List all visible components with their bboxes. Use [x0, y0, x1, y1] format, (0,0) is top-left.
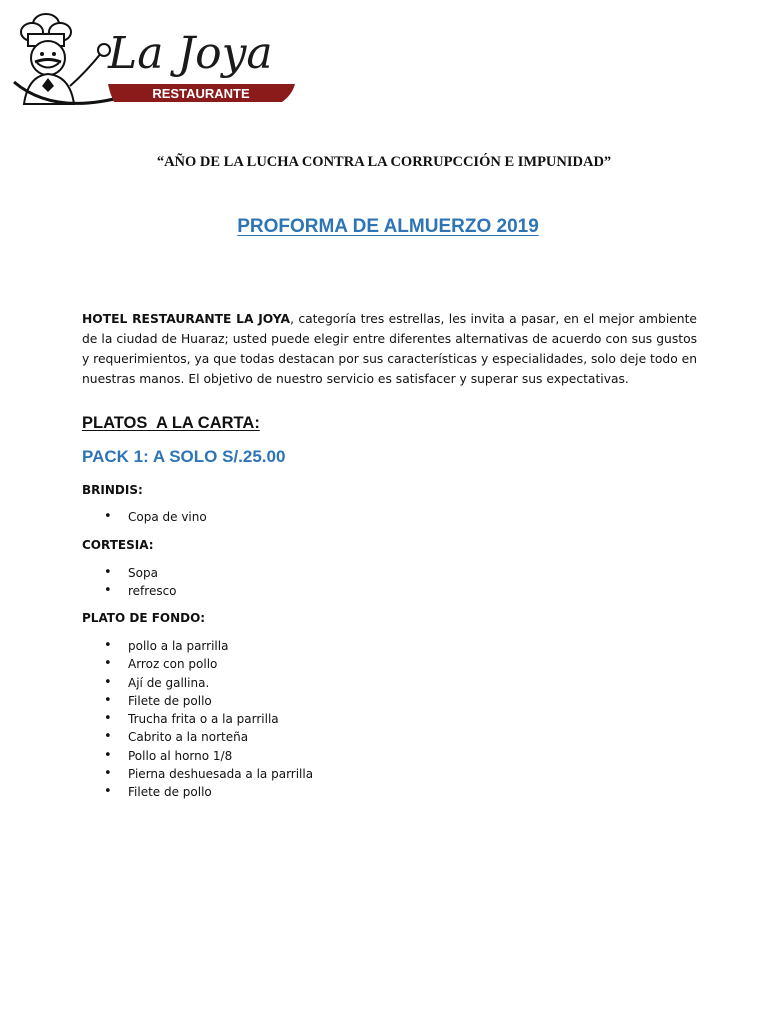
list-item: • Sopa — [104, 564, 177, 582]
section-heading: PLATOS A LA CARTA: — [82, 414, 260, 432]
cortesia-list — [104, 564, 177, 601]
plato-de-fondo-label: PLATO DE FONDO: — [82, 611, 206, 625]
plato-de-fondo-list — [104, 637, 313, 802]
brindis-list — [104, 508, 207, 526]
logo-script-text: La Joya — [108, 28, 273, 79]
list-item: • Filete de pollo — [104, 783, 313, 801]
list-item: • Pollo al horno 1/8 — [104, 747, 313, 765]
pack-title: PACK 1: A SOLO S/.25.00 — [82, 447, 286, 466]
list-item: • Copa de vino — [104, 508, 207, 526]
list-item: • Arroz con pollo — [104, 655, 313, 673]
list-item: • pollo a la parrilla — [104, 637, 313, 655]
list-item: • Cabrito a la norteña — [104, 728, 313, 746]
list-item: • Pierna deshuesada a la parrilla — [104, 765, 313, 783]
cortesia-label: CORTESIA: — [82, 538, 154, 552]
list-item: • refresco — [104, 582, 177, 600]
logo-banner-text: RESTAURANTE — [152, 86, 250, 101]
intro-text: , categoría tres estrellas, les invita a pasar, en el mejor ambiente de la ciudad de Huaraz; usted puede elegir entre diferentes alternativas de acuerdo con sus gustos y requerimientos, ya que todas destacan por sus características y especialidades, solo deje todo en nuestras manos. El objetivo de nuestro servicio es satisfacer y superar sus expectativas. — [82, 312, 697, 386]
brindis-label: BRINDIS: — [82, 483, 143, 497]
restaurant-logo — [10, 8, 305, 108]
intro-hotel-name: HOTEL RESTAURANTE LA JOYA — [82, 312, 291, 326]
intro-paragraph — [82, 309, 697, 389]
list-item: • Trucha frita o a la parrilla — [104, 710, 313, 728]
list-item: • Ají de gallina. — [104, 674, 313, 692]
list-item: • Filete de pollo — [104, 692, 313, 710]
motto: “AÑO DE LA LUCHA CONTRA LA CORRUPCCIÓN E IMPUNIDAD” — [156, 154, 612, 170]
page-title: PROFORMA DE ALMUERZO 2019 — [237, 216, 539, 237]
